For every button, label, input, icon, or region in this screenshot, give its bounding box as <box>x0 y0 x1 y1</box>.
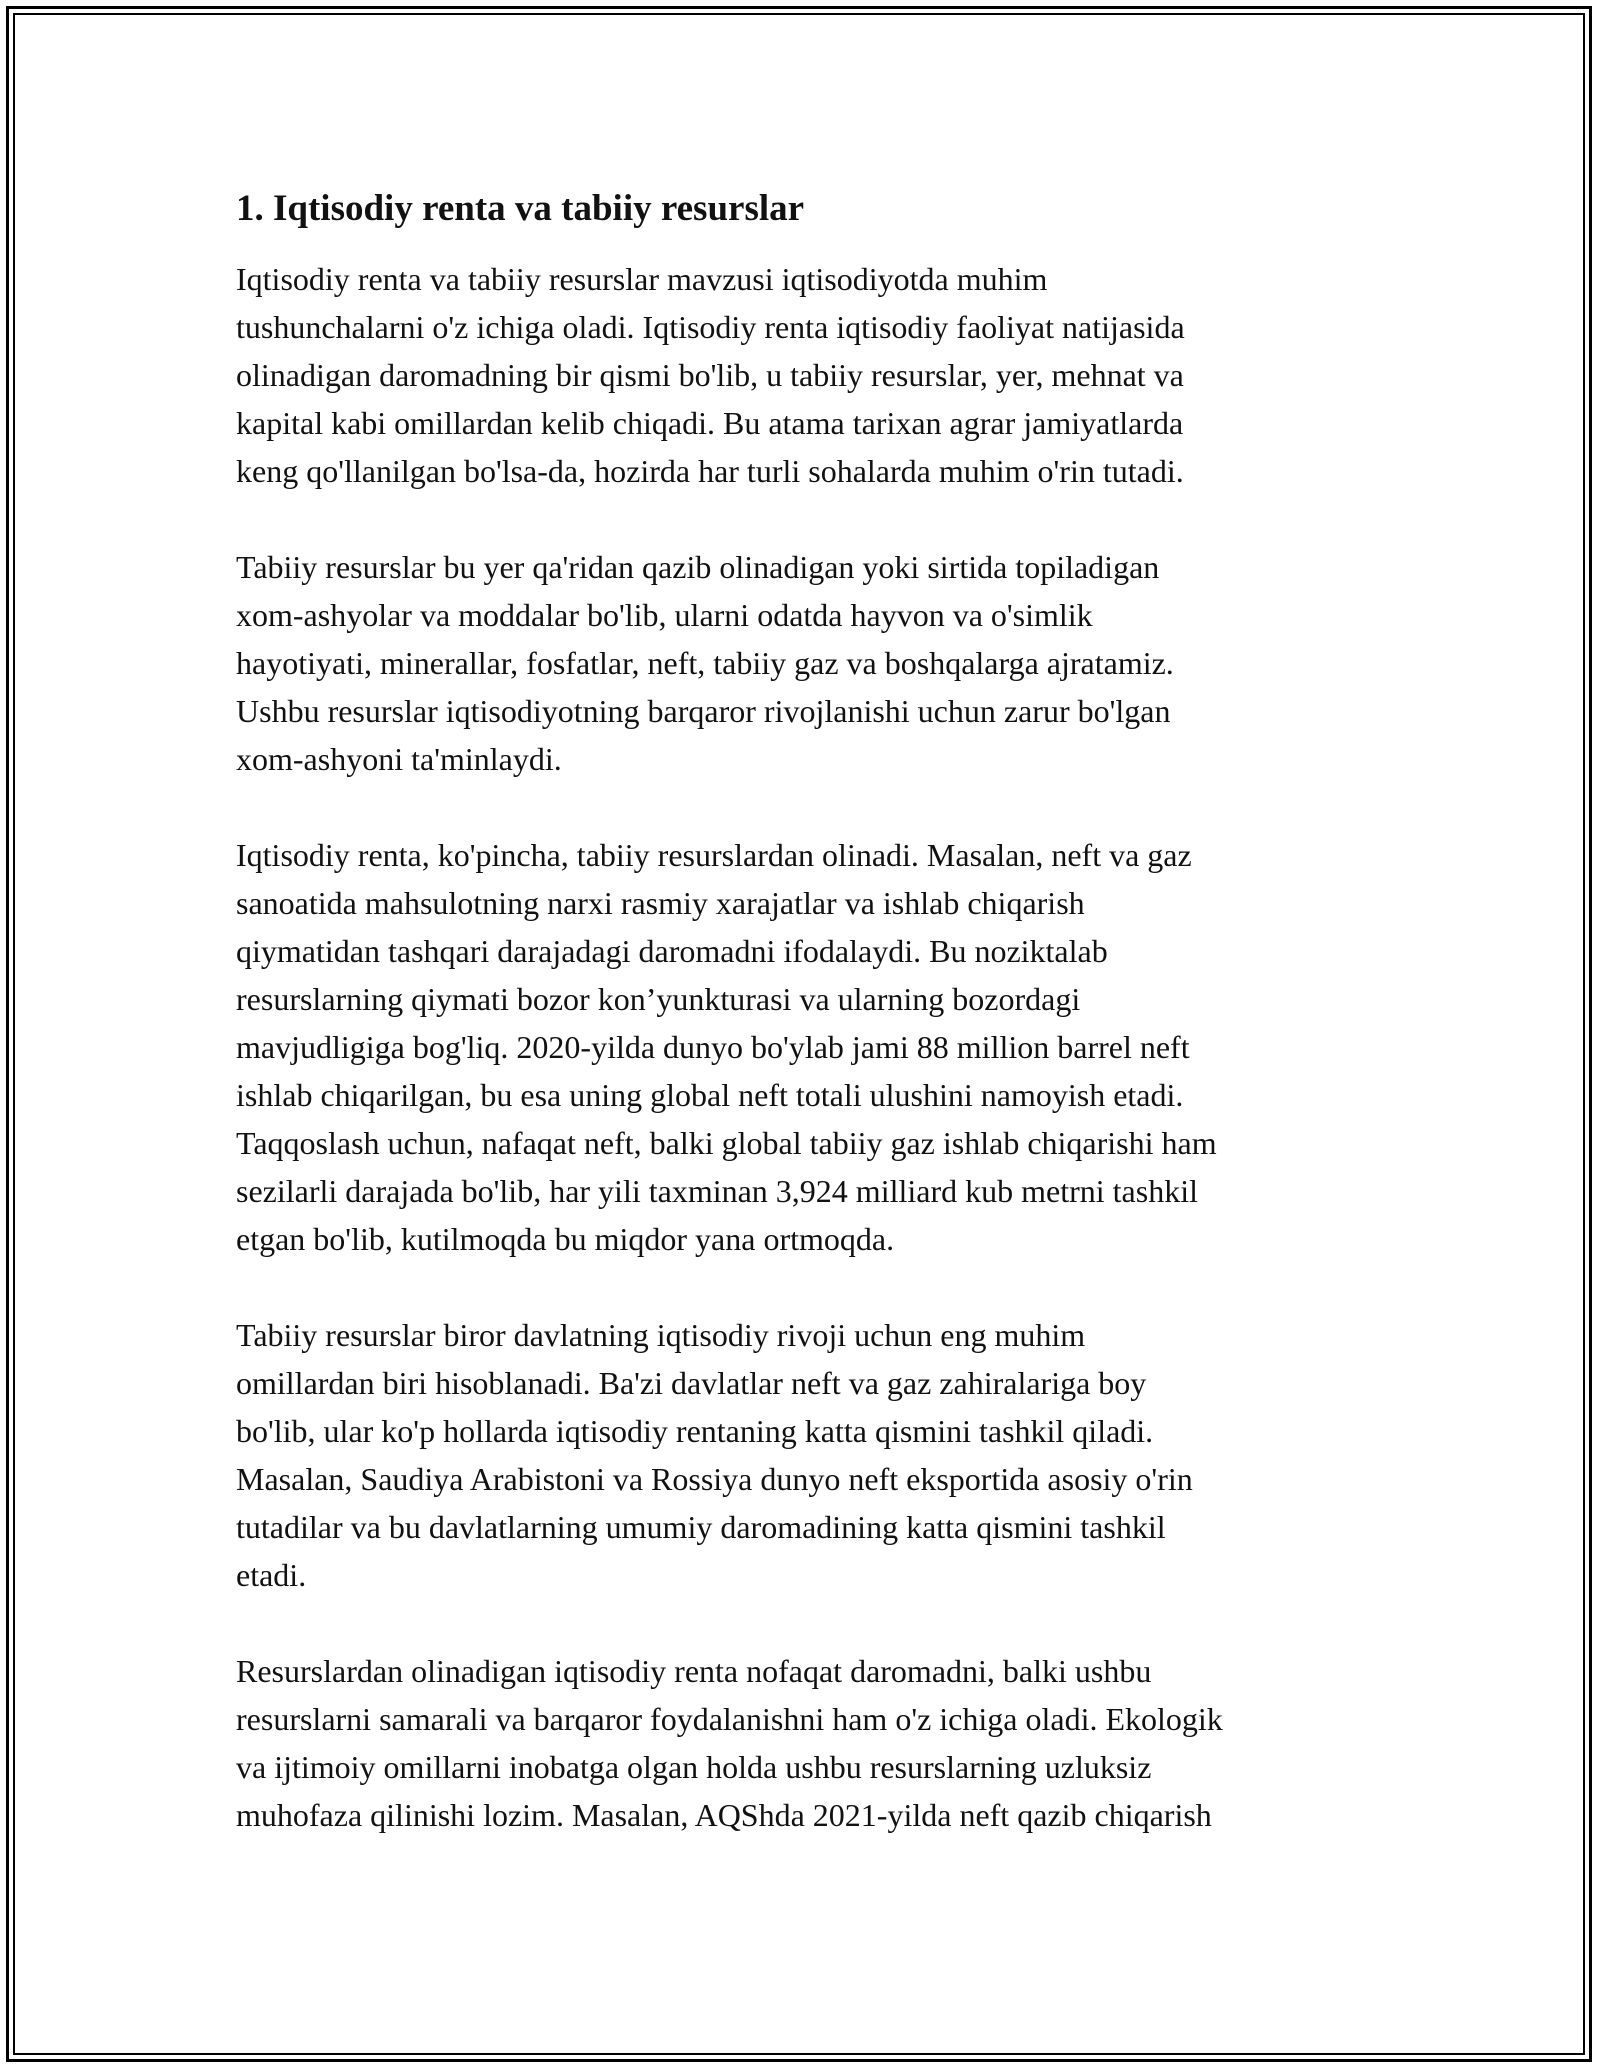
document-body <box>236 185 1386 1839</box>
paragraph <box>236 1647 1386 1839</box>
paragraph-line: resurslarning qiymati bozor kon’yunkturasi va ularning bozordagi <box>236 981 1081 1017</box>
paragraph <box>236 831 1386 1263</box>
paragraph-line: sanoatida mahsulotning narxi rasmiy xarajatlar va ishlab chiqarish <box>236 885 1085 921</box>
paragraph-line: xom-ashyoni ta'minlaydi. <box>236 741 562 777</box>
paragraph-line: Ushbu resurslar iqtisodiyotning barqaror rivojlanishi uchun zarur bo'lgan <box>236 693 1171 729</box>
paragraph <box>236 543 1386 783</box>
paragraph <box>236 1311 1386 1599</box>
paragraph-line: Masalan, Saudiya Arabistoni va Rossiya dunyo neft eksportida asosiy o'rin <box>236 1461 1193 1497</box>
paragraph-line: ishlab chiqarilgan, bu esa uning global neft totali ulushini namoyish etadi. <box>236 1077 1184 1113</box>
paragraph-line: Taqqoslash uchun, nafaqat neft, balki global tabiiy gaz ishlab chiqarishi ham <box>236 1125 1217 1161</box>
paragraph-line: Iqtisodiy renta va tabiiy resurslar mavzusi iqtisodiyotda muhim <box>236 261 1048 297</box>
paragraph-line: Resurslardan olinadigan iqtisodiy renta nofaqat daromadni, balki ushbu <box>236 1653 1152 1689</box>
paragraph <box>236 255 1386 495</box>
paragraph-line: Tabiiy resurslar biror davlatning iqtisodiy rivoji uchun eng muhim <box>236 1317 1086 1353</box>
paragraph-line: tutadilar va bu davlatlarning umumiy daromadining katta qismini tashkil <box>236 1509 1166 1545</box>
paragraph-line: hayotiyati, minerallar, fosfatlar, neft, tabiiy gaz va boshqalarga ajratamiz. <box>236 645 1174 681</box>
paragraph-line: etadi. <box>236 1557 307 1593</box>
paragraph-line: muhofaza qilinishi lozim. Masalan, AQShda 2021-yilda neft qazib chiqarish <box>236 1797 1212 1833</box>
paragraph-line: resurslarni samarali va barqaror foydalanishni ham o'z ichiga oladi. Ekologik <box>236 1701 1223 1737</box>
paragraph-line: qiymatidan tashqari darajadagi daromadni ifodalaydi. Bu noziktalab <box>236 933 1108 969</box>
paragraph-line: omillardan biri hisoblanadi. Ba'zi davlatlar neft va gaz zahiralariga boy <box>236 1365 1147 1401</box>
paragraph-line: Tabiiy resurslar bu yer qa'ridan qazib olinadigan yoki sirtida topiladigan <box>236 549 1160 585</box>
paragraph-list <box>236 255 1386 1839</box>
paragraph-line: bo'lib, ular ko'p hollarda iqtisodiy rentaning katta qismini tashkil qiladi. <box>236 1413 1154 1449</box>
paragraph-line: etgan bo'lib, kutilmoqda bu miqdor yana ortmoqda. <box>236 1221 895 1257</box>
paragraph-line: mavjudligiga bog'liq. 2020-yilda dunyo bo'ylab jami 88 million barrel neft <box>236 1029 1190 1065</box>
paragraph-line: va ijtimoiy omillarni inobatga olgan holda ushbu resurslarning uzluksiz <box>236 1749 1152 1785</box>
section-heading: 1. Iqtisodiy renta va tabiiy resurslar <box>236 188 805 229</box>
paragraph-line: sezilarli darajada bo'lib, har yili taxminan 3,924 milliard kub metrni tashkil <box>236 1173 1198 1209</box>
paragraph-line: keng qo'llanilgan bo'lsa-da, hozirda har turli sohalarda muhim o'rin tutadi. <box>236 453 1184 489</box>
paragraph-line: tushunchalarni o'z ichiga oladi. Iqtisodiy renta iqtisodiy faoliyat natijasida <box>236 309 1185 345</box>
paragraph-line: Iqtisodiy renta, ko'pincha, tabiiy resurslardan olinadi. Masalan, neft va gaz <box>236 837 1192 873</box>
paragraph-line: kapital kabi omillardan kelib chiqadi. Bu atama tarixan agrar jamiyatlarda <box>236 405 1184 441</box>
paragraph-line: xom-ashyolar va moddalar bo'lib, ularni odatda hayvon va o'simlik <box>236 597 1093 633</box>
paragraph-line: olinadigan daromadning bir qismi bo'lib, u tabiiy resurslar, yer, mehnat va <box>236 357 1184 393</box>
